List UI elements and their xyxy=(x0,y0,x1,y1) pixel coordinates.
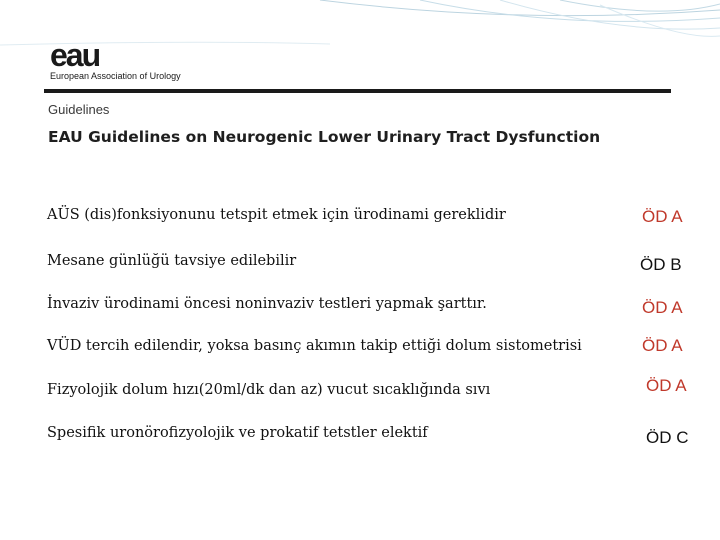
recommendation-row xyxy=(0,207,720,231)
recommendation-text: Spesifik uronörofizyolojik ve prokatif tetstler elektif xyxy=(47,425,428,441)
recommendation-text: VÜD tercih edilendir, yoksa basınç akımın takip ettiği dolum sistometrisi xyxy=(47,338,582,354)
recommendation-row xyxy=(0,253,720,277)
grade-label: ÖD A xyxy=(642,298,683,317)
page-title: EAU Guidelines on Neurogenic Lower Urinary Tract Dysfunction xyxy=(48,128,601,146)
recommendation-row xyxy=(0,425,720,449)
recommendation-row xyxy=(0,376,720,406)
grade-label: ÖD A xyxy=(646,376,687,395)
logo-org-name: European Association of Urology xyxy=(50,71,181,81)
recommendation-text: İnvaziv ürodinami öncesi noninvaziv testleri yapmak şarttır. xyxy=(47,296,487,312)
grade-label: ÖD A xyxy=(642,336,683,355)
recommendation-row xyxy=(0,296,720,320)
section-label: Guidelines xyxy=(48,102,110,117)
grade-label: ÖD B xyxy=(640,255,682,274)
recommendation-text: AÜS (dis)fonksiyonunu tetspit etmek için ürodinami gereklidir xyxy=(47,207,506,223)
header-rule xyxy=(44,89,671,93)
grade-label: ÖD C xyxy=(646,428,689,447)
logo-mark: eau xyxy=(50,37,100,73)
grade-label: ÖD A xyxy=(642,207,683,226)
recommendation-row xyxy=(0,338,720,362)
recommendation-text: Fizyolojik dolum hızı(20ml/dk dan az) vucut sıcaklığında sıvı xyxy=(47,382,491,398)
eau-logo xyxy=(50,37,181,81)
recommendation-text: Mesane günlüğü tavsiye edilebilir xyxy=(47,253,297,269)
